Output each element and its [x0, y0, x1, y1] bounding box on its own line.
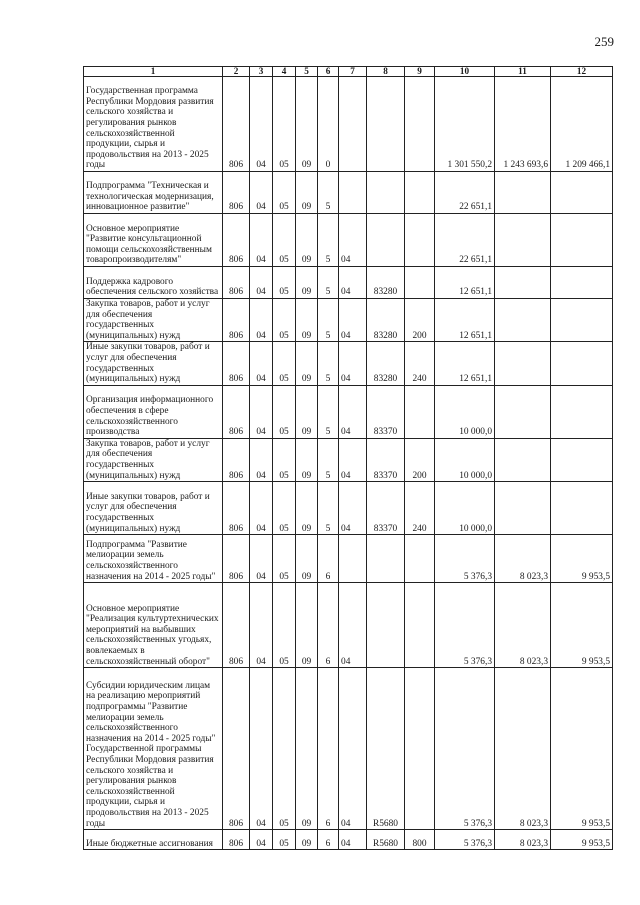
code-cell: 806: [223, 535, 250, 583]
code-cell: 806: [223, 342, 250, 385]
column-header: 8: [367, 67, 405, 77]
code-cell: 09: [296, 438, 318, 481]
amount-cell: [495, 342, 551, 385]
code-cell: 5: [318, 385, 339, 438]
code-cell: 09: [296, 214, 318, 267]
code-cell: 05: [273, 267, 296, 299]
table-row: [84, 299, 613, 342]
code-cell: 05: [273, 535, 296, 583]
amount-cell: 12 651,1: [435, 342, 495, 385]
code-cell: 05: [273, 438, 296, 481]
code-cell: 6: [318, 583, 339, 668]
code-cell: 83370: [367, 482, 405, 535]
code-cell: [367, 77, 405, 172]
code-cell: 5: [318, 267, 339, 299]
amount-cell: [495, 385, 551, 438]
table-body: [84, 77, 613, 850]
code-cell: 04: [339, 668, 367, 830]
table-row: [84, 438, 613, 481]
code-cell: 09: [296, 342, 318, 385]
code-cell: 09: [296, 172, 318, 214]
row-name-cell: Подпрограмма "Развитие мелиорации земель сельскохозяйственного назначения на 2014 - 2025 годы": [84, 535, 223, 583]
code-cell: 04: [250, 214, 273, 267]
amount-cell: [551, 267, 613, 299]
column-header: 6: [318, 67, 339, 77]
amount-cell: 5 376,3: [435, 535, 495, 583]
code-cell: 04: [339, 299, 367, 342]
code-cell: 5: [318, 172, 339, 214]
code-cell: 04: [339, 214, 367, 267]
table-header-row: [84, 67, 613, 77]
code-cell: 09: [296, 830, 318, 850]
code-cell: 6: [318, 830, 339, 850]
code-cell: 05: [273, 385, 296, 438]
code-cell: [339, 77, 367, 172]
code-cell: 05: [273, 342, 296, 385]
table-row: [84, 267, 613, 299]
code-cell: 6: [318, 535, 339, 583]
table-row: [84, 830, 613, 850]
code-cell: 05: [273, 482, 296, 535]
code-cell: 04: [339, 385, 367, 438]
column-header: 1: [84, 67, 223, 77]
row-name-cell: Закупка товаров, работ и услуг для обеспечения государственных (муниципальных) нужд: [84, 299, 223, 342]
table-row: [84, 385, 613, 438]
column-header: 10: [435, 67, 495, 77]
code-cell: 806: [223, 482, 250, 535]
table-row: [84, 482, 613, 535]
code-cell: 806: [223, 668, 250, 830]
code-cell: [367, 172, 405, 214]
code-cell: 09: [296, 668, 318, 830]
code-cell: 04: [250, 77, 273, 172]
code-cell: 09: [296, 535, 318, 583]
row-name-cell: Подпрограмма "Техническая и технологическая модернизация, инновационное развитие": [84, 172, 223, 214]
amount-cell: 10 000,0: [435, 482, 495, 535]
amount-cell: [551, 299, 613, 342]
code-cell: 04: [339, 583, 367, 668]
amount-cell: 1 243 693,6: [495, 77, 551, 172]
code-cell: 806: [223, 214, 250, 267]
code-cell: 09: [296, 267, 318, 299]
code-cell: 806: [223, 438, 250, 481]
amount-cell: [495, 172, 551, 214]
row-name-cell: Основное мероприятие "Реализация культуртехнических мероприятий на выбывших сельскохозяйственных угодьях, вовлекаемых в сельскохозяйственный оборот": [84, 583, 223, 668]
code-cell: 04: [250, 342, 273, 385]
code-cell: 04: [250, 267, 273, 299]
code-cell: 04: [339, 438, 367, 481]
code-cell: [367, 535, 405, 583]
amount-cell: 9 953,5: [551, 668, 613, 830]
code-cell: 6: [318, 668, 339, 830]
code-cell: R5680: [367, 830, 405, 850]
code-cell: 83370: [367, 385, 405, 438]
code-cell: 5: [318, 299, 339, 342]
row-name-cell: Основное мероприятие "Развитие консультационной помощи сельскохозяйственным товаропроизводителям": [84, 214, 223, 267]
amount-cell: 9 953,5: [551, 583, 613, 668]
code-cell: 04: [250, 535, 273, 583]
code-cell: 806: [223, 299, 250, 342]
code-cell: 04: [339, 267, 367, 299]
amount-cell: 5 376,3: [435, 583, 495, 668]
code-cell: 04: [339, 830, 367, 850]
code-cell: 83370: [367, 438, 405, 481]
row-name-cell: Иные бюджетные ассигнования: [84, 830, 223, 850]
code-cell: [405, 172, 435, 214]
code-cell: 806: [223, 267, 250, 299]
code-cell: [339, 535, 367, 583]
code-cell: 806: [223, 172, 250, 214]
code-cell: 806: [223, 385, 250, 438]
row-name-cell: Иные закупки товаров, работ и услуг для обеспечения государственных (муниципальных) нужд: [84, 342, 223, 385]
amount-cell: [495, 299, 551, 342]
code-cell: [405, 535, 435, 583]
amount-cell: 22 651,1: [435, 172, 495, 214]
code-cell: [367, 214, 405, 267]
code-cell: 04: [339, 482, 367, 535]
page-number: 259: [594, 34, 614, 49]
code-cell: [405, 385, 435, 438]
amount-cell: 8 023,3: [495, 583, 551, 668]
code-cell: 04: [250, 830, 273, 850]
code-cell: 04: [339, 342, 367, 385]
code-cell: 04: [250, 299, 273, 342]
column-header: 3: [250, 67, 273, 77]
code-cell: [405, 214, 435, 267]
code-cell: 04: [250, 482, 273, 535]
row-name-cell: Государственная программа Республики Мордовия развития сельского хозяйства и регулирования рынков сельскохозяйственной продукции, сырья и продовольствия на 2013 - 2025 годы: [84, 77, 223, 172]
code-cell: [405, 583, 435, 668]
row-name-cell: Иные закупки товаров, работ и услуг для обеспечения государственных (муниципальных) нужд: [84, 482, 223, 535]
code-cell: 200: [405, 299, 435, 342]
budget-table: [83, 66, 613, 850]
code-cell: [405, 668, 435, 830]
code-cell: 09: [296, 583, 318, 668]
code-cell: 83280: [367, 342, 405, 385]
code-cell: 800: [405, 830, 435, 850]
row-name-cell: Субсидии юридическим лицам на реализацию мероприятий подпрограммы "Развитие мелиорации земель сельскохозяйственного назначения на 2014 - 2025 годы" Государственной программы Республики Мордовия развития сельского хозяйства и регулирования рынков сельскохозяйственной продукции, сырья и продовольствия на 2013 - 2025 годы: [84, 668, 223, 830]
code-cell: 05: [273, 583, 296, 668]
column-header: 9: [405, 67, 435, 77]
amount-cell: 8 023,3: [495, 668, 551, 830]
code-cell: 09: [296, 299, 318, 342]
code-cell: 83280: [367, 299, 405, 342]
amount-cell: [551, 482, 613, 535]
amount-cell: 10 000,0: [435, 385, 495, 438]
column-header: 12: [551, 67, 613, 77]
amount-cell: 12 651,1: [435, 299, 495, 342]
row-name-cell: Организация информационного обеспечения в сфере сельскохозяйственного производства: [84, 385, 223, 438]
code-cell: 806: [223, 77, 250, 172]
table-row: [84, 583, 613, 668]
amount-cell: 5 376,3: [435, 830, 495, 850]
amount-cell: 12 651,1: [435, 267, 495, 299]
code-cell: R5680: [367, 668, 405, 830]
code-cell: 200: [405, 438, 435, 481]
code-cell: 240: [405, 342, 435, 385]
code-cell: 05: [273, 830, 296, 850]
amount-cell: 1 209 466,1: [551, 77, 613, 172]
table-row: [84, 535, 613, 583]
amount-cell: [551, 214, 613, 267]
amount-cell: [495, 482, 551, 535]
row-name-cell: Поддержка кадрового обеспечения сельского хозяйства: [84, 267, 223, 299]
code-cell: 806: [223, 583, 250, 668]
code-cell: 04: [250, 668, 273, 830]
code-cell: 05: [273, 299, 296, 342]
code-cell: [405, 267, 435, 299]
code-cell: [405, 77, 435, 172]
code-cell: 09: [296, 482, 318, 535]
column-header: 7: [339, 67, 367, 77]
table-row: [84, 668, 613, 830]
amount-cell: [551, 172, 613, 214]
amount-cell: 5 376,3: [435, 668, 495, 830]
code-cell: 0: [318, 77, 339, 172]
code-cell: [367, 583, 405, 668]
column-header: 11: [495, 67, 551, 77]
table-row: [84, 342, 613, 385]
code-cell: 09: [296, 77, 318, 172]
code-cell: 05: [273, 214, 296, 267]
code-cell: 5: [318, 214, 339, 267]
amount-cell: 22 651,1: [435, 214, 495, 267]
code-cell: 04: [250, 385, 273, 438]
amount-cell: [551, 342, 613, 385]
code-cell: 5: [318, 482, 339, 535]
amount-cell: [495, 267, 551, 299]
code-cell: 5: [318, 438, 339, 481]
code-cell: 05: [273, 77, 296, 172]
amount-cell: [551, 438, 613, 481]
amount-cell: 9 953,5: [551, 830, 613, 850]
column-header: 2: [223, 67, 250, 77]
table-row: [84, 214, 613, 267]
amount-cell: [495, 214, 551, 267]
amount-cell: [551, 385, 613, 438]
amount-cell: 8 023,3: [495, 830, 551, 850]
code-cell: 05: [273, 172, 296, 214]
table-row: [84, 172, 613, 214]
code-cell: 83280: [367, 267, 405, 299]
amount-cell: 8 023,3: [495, 535, 551, 583]
code-cell: 5: [318, 342, 339, 385]
code-cell: 04: [250, 583, 273, 668]
code-cell: 09: [296, 385, 318, 438]
code-cell: 240: [405, 482, 435, 535]
column-header: 5: [296, 67, 318, 77]
code-cell: 04: [250, 438, 273, 481]
amount-cell: 9 953,5: [551, 535, 613, 583]
column-header: 4: [273, 67, 296, 77]
code-cell: 05: [273, 668, 296, 830]
code-cell: [339, 172, 367, 214]
table-row: [84, 77, 613, 172]
amount-cell: 1 301 550,2: [435, 77, 495, 172]
amount-cell: 10 000,0: [435, 438, 495, 481]
row-name-cell: Закупка товаров, работ и услуг для обеспечения государственных (муниципальных) нужд: [84, 438, 223, 481]
code-cell: 806: [223, 830, 250, 850]
code-cell: 04: [250, 172, 273, 214]
amount-cell: [495, 438, 551, 481]
